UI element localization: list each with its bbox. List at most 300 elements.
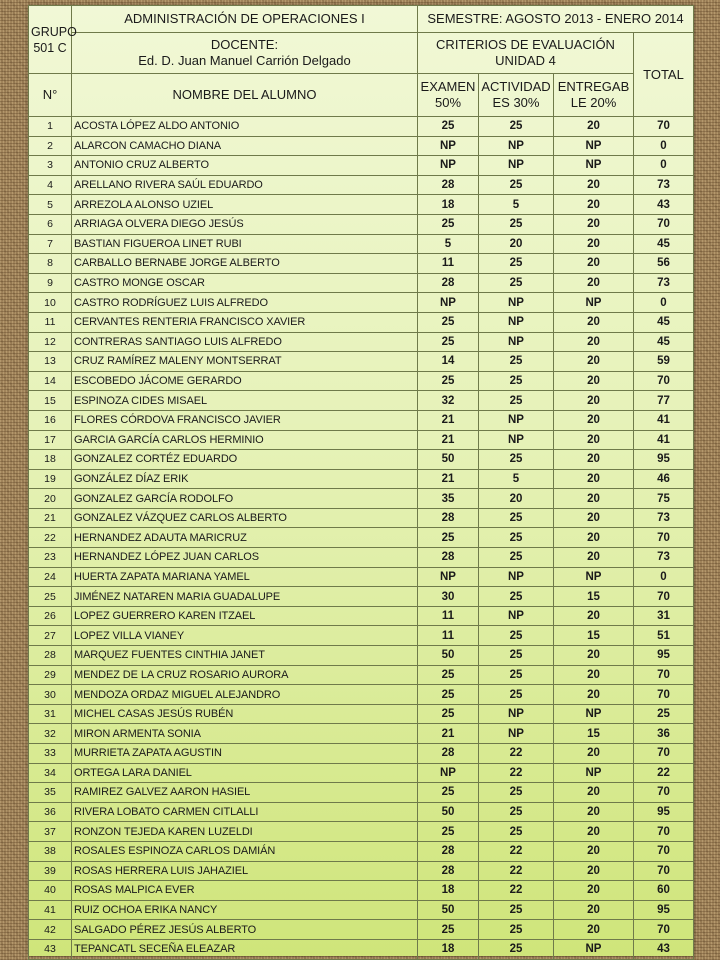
exam-score: 25 [418,665,479,685]
total-score: 70 [634,117,694,137]
row-number: 5 [29,195,72,215]
table-row [29,548,694,568]
deliverable-score: 20 [554,920,634,940]
student-name: SALGADO PÉREZ JESÚS ALBERTO [72,920,418,940]
row-number: 6 [29,214,72,234]
activity-score: 25 [479,626,554,646]
activity-score: 22 [479,744,554,764]
student-name: HERNANDEZ ADAUTA MARICRUZ [72,528,418,548]
total-score: 70 [634,685,694,705]
student-name: GONZALEZ VÁZQUEZ CARLOS ALBERTO [72,508,418,528]
deliverable-score: NP [554,136,634,156]
student-name: MURRIETA ZAPATA AGUSTIN [72,744,418,764]
total-header: TOTAL [634,33,694,117]
activity-score: 25 [479,528,554,548]
deliverable-score: 20 [554,450,634,470]
exam-score: 18 [418,881,479,901]
exam-score: 5 [418,234,479,254]
activity-score: 25 [479,822,554,842]
deliverable-score: NP [554,939,634,959]
table-row [29,410,694,430]
activity-score: NP [479,136,554,156]
row-number: 2 [29,136,72,156]
table-row [29,352,694,372]
student-name: GONZALEZ CORTÉZ EDUARDO [72,450,418,470]
total-score: 70 [634,665,694,685]
deliverable-score: NP [554,704,634,724]
activity-score: 25 [479,783,554,803]
deliverable-score: 20 [554,606,634,626]
table-row [29,254,694,274]
activity-score: 25 [479,117,554,137]
student-name: ESCOBEDO JÁCOME GERARDO [72,371,418,391]
table-row [29,881,694,901]
student-name: GONZÁLEZ DÍAZ ERIK [72,469,418,489]
table-row [29,567,694,587]
exam-score: 25 [418,371,479,391]
exam-score: 50 [418,802,479,822]
exam-score: 25 [418,783,479,803]
row-number: 9 [29,273,72,293]
teacher-label: DOCENTE: [210,37,279,52]
deliverable-score: 20 [554,822,634,842]
exam-score: NP [418,567,479,587]
total-score: 25 [634,704,694,724]
table-row [29,939,694,959]
deliverable-score: 20 [554,508,634,528]
table-row [29,214,694,234]
student-name: ROSALES ESPINOZA CARLOS DAMIÁN [72,841,418,861]
activity-score: NP [479,410,554,430]
row-number: 7 [29,234,72,254]
activity-score: 25 [479,587,554,607]
student-name: ARREZOLA ALONSO UZIEL [72,195,418,215]
student-name: ESPINOZA CIDES MISAEL [72,391,418,411]
table-row [29,704,694,724]
activity-header: ACTIVIDADES 30% [479,74,554,117]
row-number: 26 [29,606,72,626]
row-number: 13 [29,352,72,372]
activity-score: 22 [479,861,554,881]
exam-score: 21 [418,724,479,744]
deliverable-score: 20 [554,469,634,489]
total-score: 0 [634,136,694,156]
table-row [29,724,694,744]
activity-score: NP [479,156,554,176]
table-row [29,744,694,764]
deliverable-score: 20 [554,195,634,215]
activity-score: 22 [479,763,554,783]
table-row [29,685,694,705]
student-name: FLORES CÓRDOVA FRANCISCO JAVIER [72,410,418,430]
table-row [29,528,694,548]
student-name: CASTRO RODRÍGUEZ LUIS ALFREDO [72,293,418,313]
student-name: LOPEZ GUERRERO KAREN ITZAEL [72,606,418,626]
exam-score: 25 [418,332,479,352]
student-name: ARELLANO RIVERA SAÚL EDUARDO [72,175,418,195]
deliverable-score: 20 [554,548,634,568]
exam-score: NP [418,293,479,313]
exam-score: 21 [418,410,479,430]
activity-score: 25 [479,685,554,705]
row-number: 15 [29,391,72,411]
row-number: 37 [29,822,72,842]
row-number: 23 [29,548,72,568]
deliverable-score: 20 [554,685,634,705]
table-row [29,430,694,450]
row-number: 28 [29,646,72,666]
activity-score: 25 [479,175,554,195]
table-row [29,508,694,528]
table-row [29,841,694,861]
row-number: 24 [29,567,72,587]
total-score: 70 [634,861,694,881]
deliverable-score: 20 [554,900,634,920]
exam-score: 18 [418,195,479,215]
deliverable-score: NP [554,156,634,176]
deliverable-score: NP [554,763,634,783]
exam-score: 11 [418,606,479,626]
exam-score: 28 [418,273,479,293]
table-row [29,665,694,685]
student-name: LOPEZ VILLA VIANEY [72,626,418,646]
student-name: RIVERA LOBATO CARMEN CITLALLI [72,802,418,822]
exam-score: 32 [418,391,479,411]
row-number: 42 [29,920,72,940]
row-number: 16 [29,410,72,430]
total-score: 70 [634,371,694,391]
table-row [29,195,694,215]
total-score: 56 [634,254,694,274]
deliverable-score: 20 [554,254,634,274]
activity-score: 25 [479,214,554,234]
exam-score: 21 [418,469,479,489]
total-score: 0 [634,156,694,176]
row-number: 1 [29,117,72,137]
exam-score: NP [418,763,479,783]
deliverable-score: 20 [554,117,634,137]
total-score: 51 [634,626,694,646]
student-name: CARBALLO BERNABE JORGE ALBERTO [72,254,418,274]
activity-score: 25 [479,665,554,685]
teacher-name: Ed. D. Juan Manuel Carrión Delgado [138,53,351,68]
exam-score: 25 [418,920,479,940]
row-number: 29 [29,665,72,685]
activity-score: NP [479,312,554,332]
student-name: ARRIAGA OLVERA DIEGO JESÚS [72,214,418,234]
table-row [29,293,694,313]
grade-sheet [28,5,694,956]
activity-score: NP [479,704,554,724]
exam-score: 25 [418,685,479,705]
number-header: N° [29,74,72,117]
table-row [29,312,694,332]
exam-score: 28 [418,548,479,568]
exam-score: 21 [418,430,479,450]
student-name-header: NOMBRE DEL ALUMNO [72,74,418,117]
student-name: ACOSTA LÓPEZ ALDO ANTONIO [72,117,418,137]
student-name: JIMÉNEZ NATAREN MARIA GUADALUPE [72,587,418,607]
student-name: CERVANTES RENTERIA FRANCISCO XAVIER [72,312,418,332]
table-row [29,391,694,411]
total-score: 60 [634,881,694,901]
activity-score: NP [479,606,554,626]
total-score: 45 [634,234,694,254]
exam-score: 11 [418,626,479,646]
row-number: 17 [29,430,72,450]
total-score: 41 [634,410,694,430]
semester-label: SEMESTRE: AGOSTO 2013 - ENERO 2014 [418,6,694,33]
total-score: 73 [634,548,694,568]
total-score: 31 [634,606,694,626]
student-name: ANTONIO CRUZ ALBERTO [72,156,418,176]
row-number: 12 [29,332,72,352]
row-number: 20 [29,489,72,509]
row-number: 32 [29,724,72,744]
total-score: 36 [634,724,694,744]
deliverable-score: NP [554,293,634,313]
student-name: MICHEL CASAS JESÚS RUBÉN [72,704,418,724]
row-number: 30 [29,685,72,705]
total-score: 22 [634,763,694,783]
total-score: 73 [634,175,694,195]
activity-score: 5 [479,195,554,215]
deliverable-score: 20 [554,783,634,803]
total-score: 70 [634,920,694,940]
row-number: 21 [29,508,72,528]
total-score: 46 [634,469,694,489]
table-row [29,587,694,607]
deliverable-score: 20 [554,802,634,822]
row-number: 35 [29,783,72,803]
row-number: 19 [29,469,72,489]
total-score: 41 [634,430,694,450]
student-name: HUERTA ZAPATA MARIANA YAMEL [72,567,418,587]
student-name: MIRON ARMENTA SONIA [72,724,418,744]
student-name: BASTIAN FIGUEROA LINET RUBI [72,234,418,254]
student-name: RAMIREZ GALVEZ AARON HASIEL [72,783,418,803]
activity-score: 25 [479,391,554,411]
total-score: 45 [634,312,694,332]
deliverable-score: NP [554,567,634,587]
activity-score: 20 [479,489,554,509]
activity-score: 20 [479,234,554,254]
deliverable-score: 20 [554,410,634,430]
exam-score: 11 [418,254,479,274]
exam-score: 25 [418,312,479,332]
total-score: 73 [634,508,694,528]
activity-score: 25 [479,920,554,940]
deliverable-score: 15 [554,626,634,646]
total-score: 43 [634,939,694,959]
exam-header: EXAMEN 50% [418,74,479,117]
exam-score: 28 [418,744,479,764]
exam-score: 35 [418,489,479,509]
row-number: 3 [29,156,72,176]
row-number: 43 [29,939,72,959]
deliverable-score: 20 [554,489,634,509]
exam-score: 28 [418,841,479,861]
teacher-block [72,33,418,74]
row-number: 11 [29,312,72,332]
table-row [29,802,694,822]
deliverable-score: 20 [554,312,634,332]
exam-score: 28 [418,508,479,528]
total-score: 43 [634,195,694,215]
grades-table [28,5,694,960]
row-number: 10 [29,293,72,313]
row-number: 41 [29,900,72,920]
total-score: 95 [634,900,694,920]
deliverable-score: 20 [554,371,634,391]
total-score: 59 [634,352,694,372]
activity-score: 25 [479,450,554,470]
exam-score: NP [418,156,479,176]
group-label: GRUPO 501 C [29,6,72,74]
activity-score: NP [479,332,554,352]
exam-score: 28 [418,175,479,195]
exam-score: 25 [418,704,479,724]
exam-score: 25 [418,117,479,137]
table-row [29,763,694,783]
exam-score: 25 [418,214,479,234]
activity-score: 25 [479,254,554,274]
exam-score: 50 [418,900,479,920]
activity-score: NP [479,293,554,313]
student-name: MENDOZA ORDAZ MIGUEL ALEJANDRO [72,685,418,705]
table-row [29,371,694,391]
student-name: TEPANCATL SECEÑA ELEAZAR [72,939,418,959]
deliverable-score: 20 [554,528,634,548]
row-number: 27 [29,626,72,646]
total-score: 0 [634,293,694,313]
row-number: 34 [29,763,72,783]
table-row [29,606,694,626]
activity-score: 25 [479,371,554,391]
student-name: GARCIA GARCÍA CARLOS HERMINIO [72,430,418,450]
student-name: ALARCON CAMACHO DIANA [72,136,418,156]
deliverable-score: 15 [554,587,634,607]
total-score: 45 [634,332,694,352]
total-score: 70 [634,744,694,764]
student-name: CONTRERAS SANTIAGO LUIS ALFREDO [72,332,418,352]
table-row [29,626,694,646]
table-row [29,273,694,293]
exam-score: NP [418,136,479,156]
total-score: 77 [634,391,694,411]
deliverable-score: 20 [554,665,634,685]
row-number: 38 [29,841,72,861]
student-name: CRUZ RAMÍREZ MALENY MONTSERRAT [72,352,418,372]
exam-score: 18 [418,939,479,959]
activity-score: 22 [479,841,554,861]
exam-score: 28 [418,861,479,881]
activity-score: 25 [479,939,554,959]
deliverable-score: 20 [554,391,634,411]
total-score: 70 [634,528,694,548]
total-score: 70 [634,587,694,607]
table-row [29,469,694,489]
student-name: ROSAS MALPICA EVER [72,881,418,901]
table-row [29,861,694,881]
total-score: 70 [634,783,694,803]
deliverable-score: 20 [554,430,634,450]
total-score: 75 [634,489,694,509]
row-number: 22 [29,528,72,548]
table-row [29,450,694,470]
deliverable-score: 20 [554,214,634,234]
table-row [29,136,694,156]
deliverable-score: 15 [554,724,634,744]
deliverable-score: 20 [554,332,634,352]
row-number: 18 [29,450,72,470]
table-row [29,175,694,195]
table-row [29,783,694,803]
exam-score: 14 [418,352,479,372]
student-name: MARQUEZ FUENTES CINTHIA JANET [72,646,418,666]
row-number: 25 [29,587,72,607]
row-number: 33 [29,744,72,764]
student-name: RONZON TEJEDA KAREN LUZELDI [72,822,418,842]
row-number: 39 [29,861,72,881]
deliverable-score: 20 [554,352,634,372]
activity-score: NP [479,430,554,450]
table-row [29,920,694,940]
deliverable-score: 20 [554,234,634,254]
activity-score: 25 [479,508,554,528]
student-name: CASTRO MONGE OSCAR [72,273,418,293]
table-row [29,646,694,666]
exam-score: 50 [418,450,479,470]
row-number: 36 [29,802,72,822]
criteria-block [418,33,634,74]
table-row [29,117,694,137]
activity-score: 25 [479,273,554,293]
deliverable-score: 20 [554,861,634,881]
exam-score: 25 [418,822,479,842]
student-name: RUIZ OCHOA ERIKA NANCY [72,900,418,920]
activity-score: NP [479,567,554,587]
total-score: 95 [634,450,694,470]
activity-score: 25 [479,802,554,822]
deliverable-header: ENTREGABLE 20% [554,74,634,117]
criteria-unit: UNIDAD 4 [495,53,556,68]
table-row [29,234,694,254]
activity-score: 25 [479,548,554,568]
deliverable-score: 20 [554,646,634,666]
deliverable-score: 20 [554,881,634,901]
total-score: 70 [634,841,694,861]
table-row [29,822,694,842]
exam-score: 30 [418,587,479,607]
deliverable-score: 20 [554,744,634,764]
activity-score: 25 [479,646,554,666]
activity-score: 25 [479,352,554,372]
activity-score: 5 [479,469,554,489]
total-score: 0 [634,567,694,587]
exam-score: 50 [418,646,479,666]
student-name: GONZALEZ GARCÍA RODOLFO [72,489,418,509]
student-name: HERNANDEZ LÓPEZ JUAN CARLOS [72,548,418,568]
total-score: 95 [634,802,694,822]
table-row [29,156,694,176]
total-score: 70 [634,822,694,842]
total-score: 73 [634,273,694,293]
exam-score: 25 [418,528,479,548]
table-row [29,489,694,509]
criteria-title: CRITERIOS DE EVALUACIÓN [436,37,615,52]
row-number: 31 [29,704,72,724]
